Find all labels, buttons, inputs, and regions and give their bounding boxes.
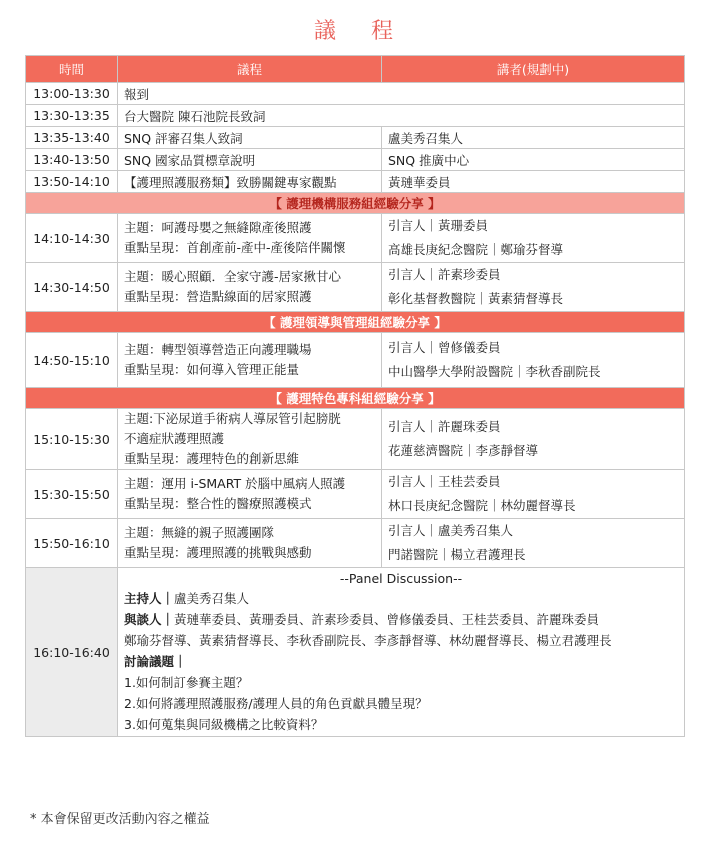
table-row: 14:10-14:30 主題：呵護母嬰之無縫隙產後照護 重點呈現：首創產前-產中-產後陪伴關懷 引言人｜黃珊委員 高雄長庚紀念醫院｜鄭瑜芬督導 (26, 214, 685, 263)
table-row: 13:50-14:10 【護理照護服務類】致勝關鍵專家觀點 黃璉華委員 (26, 171, 685, 193)
footnote: * 本會保留更改活動內容之權益 (30, 812, 210, 827)
section-header: 【 護理特色專科組經驗分享 】 (26, 388, 685, 409)
table-row: 15:50-16:10 主題：無縫的親子照護團隊 重點呈現：護理照護的挑戰與感動 引言人｜盧美秀召集人 門諾醫院｜楊立君護理長 (26, 519, 685, 568)
page-title: 議 程 (314, 19, 407, 44)
table-row: 13:30-13:35 台大醫院 陳石池院長致詞 (26, 105, 685, 127)
table-row: 14:50-15:10 主題：轉型領導營造正向護理職場 重點呈現：如何導入管理正能量 引言人｜曾修儀委員 中山醫學大學附設醫院｜李秋香副院長 (26, 333, 685, 388)
table-row: 15:30-15:50 主題：運用 i-SMART 於腦中風病人照護 重點呈現：整合性的醫療照護模式 引言人｜王桂芸委員 林口長庚紀念醫院｜林幼麗督導長 (26, 470, 685, 519)
panel-title: --Panel Discussion-- (339, 571, 463, 586)
table-row: 13:00-13:30 報到 (26, 83, 685, 105)
table-row: 13:40-13:50 SNQ 國家品質標章說明 SNQ 推廣中心 (26, 149, 685, 171)
header-speaker: 講者(規劃中) (382, 56, 685, 83)
table-row: 14:30-14:50 主題：暖心照顧．全家守護-居家揪甘心 重點呈現：營造點線面的居家照護 引言人｜許素珍委員 彰化基督教醫院｜黃素猜督導長 (26, 263, 685, 312)
section-header: 【 護理領導與管理組經驗分享 】 (26, 312, 685, 333)
header-time: 時間 (26, 56, 118, 83)
agenda-table (25, 55, 685, 737)
table-row: 15:10-15:30 主題:下泌尿道手術病人導尿管引起膀胱 不適症狀護理照護 重點呈現：護理特色的創新思維 引言人｜許麗珠委員 花蓮慈濟醫院｜李彥靜督導 (26, 409, 685, 470)
table-row: 13:35-13:40 SNQ 評審召集人致詞 盧美秀召集人 (26, 127, 685, 149)
header-agenda: 議程 (118, 56, 382, 83)
section-header: 【 護理機構服務組經驗分享 】 (26, 193, 685, 214)
table-header-row (26, 56, 685, 83)
panel-discussion-row: 16:10-16:40 --Panel Discussion-- 主持人｜盧美秀召集人 與談人｜黃璉華委員、黃珊委員、許素珍委員、曾修儀委員、王桂芸委員、許麗珠委員 鄭瑜芬督導、黃素猜督導長、李秋香副院長、李彥靜督導、林幼麗督導長、楊立君護理長 討論議題｜ 1.如何制訂參賽主題？ 2.如何將護理照護服務/護理人員的角色貢獻具體呈現？ 3.如何蒐集與同級機構之比較資料？ (26, 568, 685, 737)
